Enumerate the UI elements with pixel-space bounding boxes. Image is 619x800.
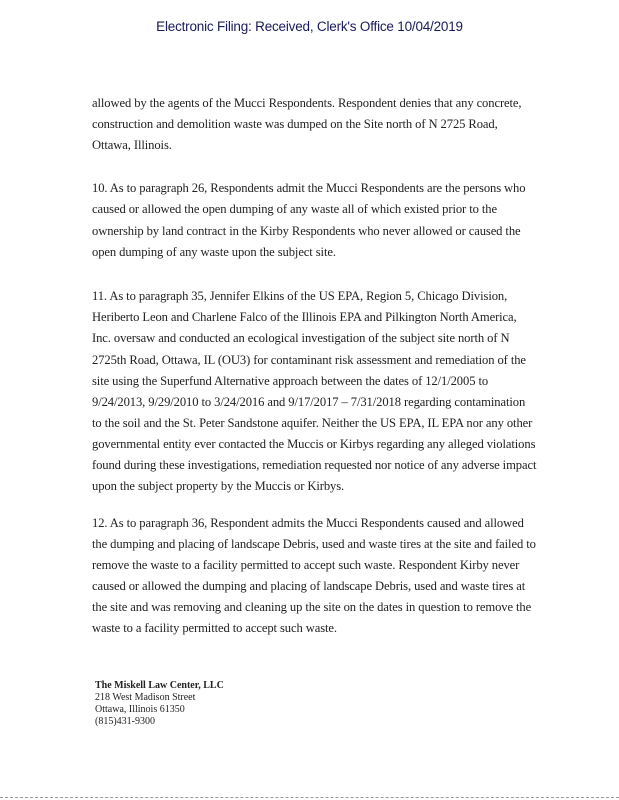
text-line: to the soil and the St. Peter Sandstone aquifer. Neither the US EPA, IL EPA nor any other [92, 416, 533, 430]
text-line: 12. As to paragraph 36, Respondent admits the Mucci Respondents caused and allowed [92, 516, 524, 530]
text-line: waste to a facility permitted to accept such waste. [92, 621, 337, 635]
filing-stamp-header: Electronic Filing: Received, Clerk's Office 10/04/2019 [156, 19, 463, 34]
text-line: allowed by the agents of the Mucci Respondents. Respondent denies that any concrete, [92, 96, 522, 110]
text-line: site using the Superfund Alternative approach between the dates of 12/1/2005 to [92, 374, 489, 388]
firm-city: Ottawa, Illinois 61350 [95, 704, 185, 715]
text-line: remove the waste to a facility permitted to accept such waste. Respondent Kirby never [92, 558, 520, 572]
text-line: the site and was removing and cleaning up the site on the dates in question to remove the [92, 600, 532, 614]
firm-phone: (815)431-9300 [95, 716, 155, 727]
text-line: Ottawa, Illinois. [92, 138, 172, 152]
text-line: construction and demolition waste was dumped on the Site north of N 2725 Road, [92, 117, 498, 131]
text-line: 11. As to paragraph 35, Jennifer Elkins of the US EPA, Region 5, Chicago Division, [92, 289, 508, 303]
text-line: 10. As to paragraph 26, Respondents admit the Mucci Respondents are the persons who [92, 181, 526, 195]
text-line: Heriberto Leon and Charlene Falco of the Illinois EPA and Pilkington North America, [92, 310, 517, 324]
text-line: upon the subject property by the Muccis or Kirbys. [92, 479, 345, 493]
signature-block [95, 680, 224, 728]
text-line: ownership by land contract in the Kirby Respondents who never allowed or caused the [92, 224, 521, 238]
text-line: the dumping and placing of landscape Debris, used and waste tires at the site and failed to [92, 537, 536, 551]
text-line: 9/24/2013, 9/29/2010 to 3/24/2016 and 9/17/2017 – 7/31/2018 regarding contamination [92, 395, 526, 409]
text-line: found during these investigations, remediation requested nor notice of any adverse impact [92, 458, 537, 472]
page-bottom-rule [0, 797, 619, 798]
text-line: caused or allowed the dumping and placing of landscape Debris, used and waste tires at [92, 579, 526, 593]
text-line: governmental entity ever contacted the Muccis or Kirbys regarding any alleged violations [92, 437, 536, 451]
text-line: Inc. oversaw and conducted an ecological investigation of the subject site north of N [92, 331, 510, 345]
text-line: 2725th Road, Ottawa, IL (OU3) for contaminant risk assessment and remediation of the [92, 353, 526, 367]
text-line: caused or allowed the open dumping of any waste all of which existed prior to the [92, 202, 497, 216]
text-line: open dumping of any waste upon the subject site. [92, 245, 336, 259]
firm-street: 218 West Madison Street [95, 692, 196, 703]
firm-name: The Miskell Law Center, LLC [95, 680, 224, 691]
